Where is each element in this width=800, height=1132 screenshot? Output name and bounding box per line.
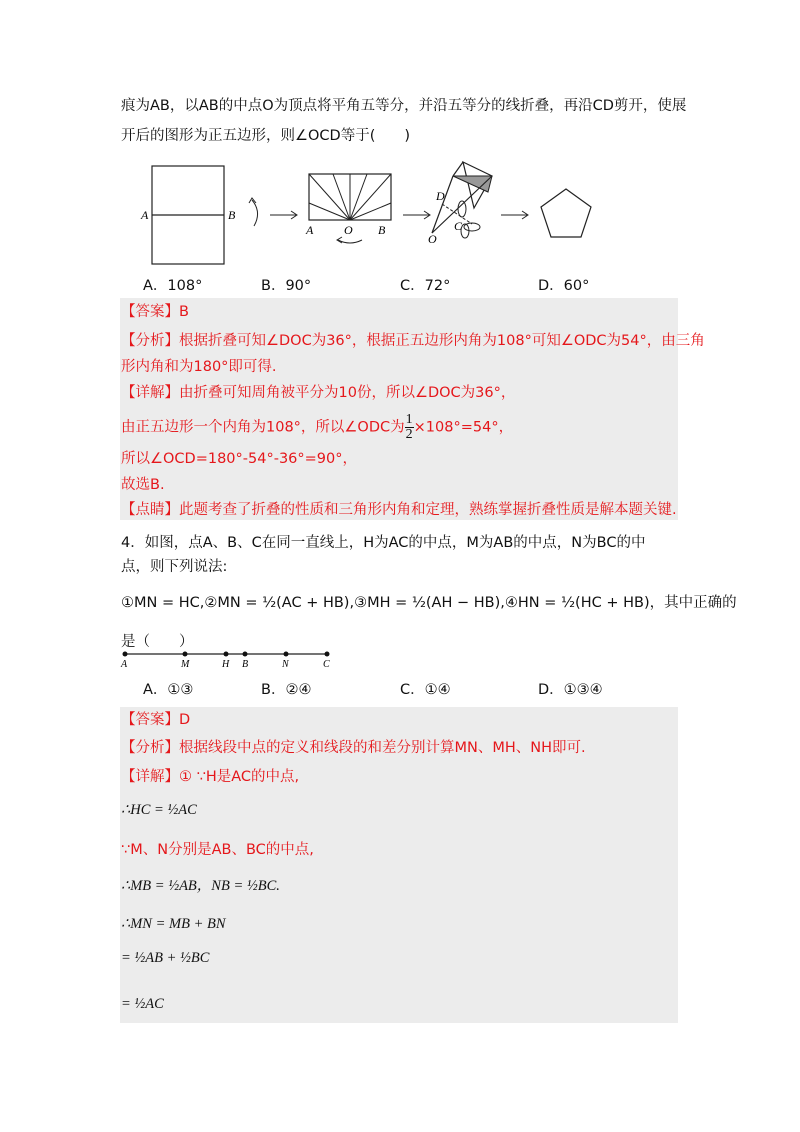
point-b bbox=[243, 652, 248, 657]
analysis-4: 【分析】根据线段中点的定义和线段的和差分别计算MN、MH、NH即可. bbox=[121, 740, 586, 756]
detail-3-line1: 【详解】由折叠可知周角被平分为10份，所以∠DOC为36°， bbox=[121, 385, 516, 401]
option-b: B．90° bbox=[261, 278, 312, 294]
label-line-b: B bbox=[242, 659, 249, 670]
comment-3: 【点睛】此题考查了折叠的性质和三角形内角和定理，熟练掌握折叠性质是解本题关键. bbox=[121, 502, 677, 518]
point-h bbox=[224, 652, 229, 657]
detail-4-line6: = ½AB + ½BC bbox=[121, 950, 210, 966]
regular-pentagon bbox=[541, 189, 591, 237]
problem4-stem-line4: 是（ ） bbox=[121, 634, 194, 650]
analysis-3-line2: 形内角和为180°即可得. bbox=[121, 359, 277, 375]
label-o1: O bbox=[344, 223, 353, 237]
point-m bbox=[183, 652, 188, 657]
point-n bbox=[284, 652, 289, 657]
option-c: C．72° bbox=[400, 278, 451, 294]
answer-3: 【答案】B bbox=[121, 304, 189, 320]
label-line-m: M bbox=[181, 659, 190, 670]
detail-4-line2: ∴HC = ½AC bbox=[121, 802, 197, 818]
option4-d: D．①③④ bbox=[538, 682, 603, 698]
label-d: D bbox=[436, 189, 445, 203]
option4-b: B．②④ bbox=[261, 682, 312, 698]
detail-4-line4: ∴MB = ½AB，NB = ½BC. bbox=[121, 878, 280, 894]
label-a2: A bbox=[306, 223, 314, 237]
problem3-stem-line1: 痕为AB，以AB的中点O为顶点将平角五等分，并沿五等分的线折叠，再沿CD剪开，使展 bbox=[121, 98, 687, 114]
problem4-stem-line3: ①MN = HC,②MN = ½(AC + HB),③MH = ½(AH − HB),④HN = ½(HC + HB)，其中正确的 bbox=[121, 595, 737, 611]
segment-figure bbox=[115, 648, 345, 672]
label-a1: A bbox=[141, 208, 149, 222]
problem4-stem-line2: 点，则下列说法: bbox=[121, 559, 228, 575]
label-line-h: H bbox=[222, 659, 230, 670]
label-b1: B bbox=[228, 208, 236, 222]
option4-c: C．①④ bbox=[400, 682, 451, 698]
detail-3-line3: 所以∠OCD=180°-54°-36°=90°， bbox=[121, 451, 357, 467]
fold-arrow bbox=[252, 200, 258, 226]
answer-4: 【答案】D bbox=[121, 712, 191, 728]
analysis-3-line1: 【分析】根据折叠可知∠DOC为36°，根据正五边形内角为108°可知∠ODC为54°，由三角 bbox=[121, 333, 705, 349]
label-line-n: N bbox=[282, 659, 289, 670]
label-b2: B bbox=[378, 223, 386, 237]
option-a: A．108° bbox=[143, 278, 203, 294]
point-c bbox=[325, 652, 330, 657]
detail-3-line2: 由正五边形一个内角为108°，所以∠ODC为 $\frac{1}{2}$ ×108°=54°， bbox=[121, 412, 514, 442]
label-o2: O bbox=[428, 232, 437, 246]
detail-4-line7: = ½AC bbox=[121, 996, 164, 1012]
point-a bbox=[123, 652, 128, 657]
detail-4-line5: ∴MN = MB + BN bbox=[121, 916, 226, 932]
problem3-stem-line2: 开后的图形为正五边形，则∠OCD等于( ) bbox=[121, 128, 411, 144]
label-line-a: A bbox=[121, 659, 128, 670]
detail-3-line4: 故选B. bbox=[121, 477, 165, 493]
option-d: D．60° bbox=[538, 278, 590, 294]
folding-figure bbox=[120, 160, 620, 270]
scissors-icon bbox=[458, 201, 466, 217]
detail-4-line1: 【详解】① ∵H是AC的中点, bbox=[121, 769, 300, 785]
problem4-stem-line1: 4．如图，点A、B、C在同一直线上，H为AC的中点，M为AB的中点，N为BC的中 bbox=[121, 535, 646, 551]
detail-4-line3: ∵M、N分别是AB、BC的中点, bbox=[121, 842, 314, 858]
option4-a: A．①③ bbox=[143, 682, 194, 698]
label-c: C bbox=[454, 219, 463, 233]
label-line-c: C bbox=[323, 659, 330, 670]
